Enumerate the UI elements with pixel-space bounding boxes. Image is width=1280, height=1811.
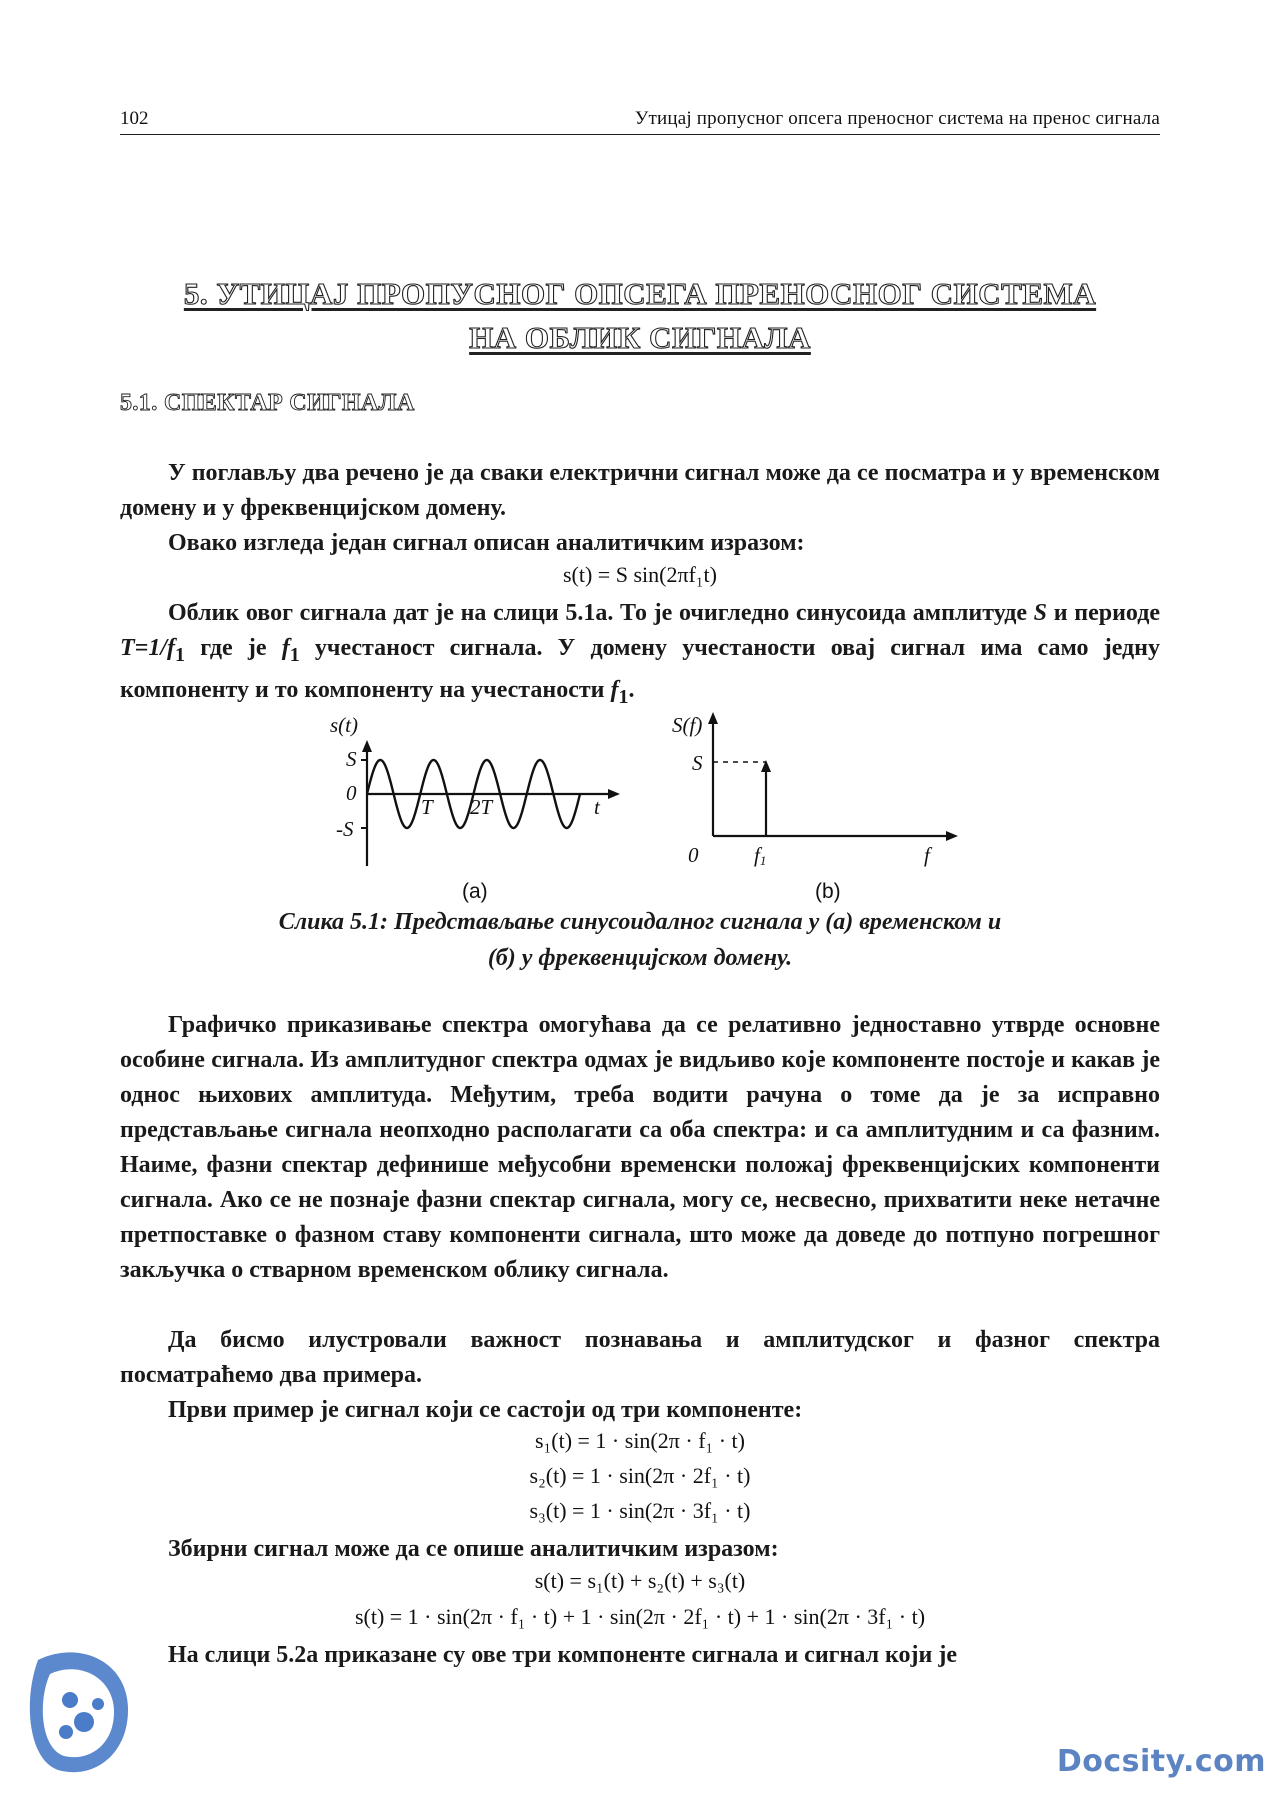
figure-caption bbox=[120, 904, 1160, 976]
running-header bbox=[120, 104, 1160, 135]
figure-caption-line1: Слика 5.1: Представљање синусоидалног сигнала у (а) временском и bbox=[278, 909, 1002, 935]
equation-sum: s(t) = s₁(t) + s₂(t) + s₃(t) bbox=[534, 1568, 746, 1593]
panel-b-y-label: S(f) bbox=[672, 713, 703, 737]
panel-b-origin: 0 bbox=[688, 843, 699, 867]
panel-b-label-S: S bbox=[692, 751, 703, 775]
panel-a-label-S: S bbox=[346, 747, 357, 771]
panel-b-x-arrow bbox=[946, 831, 958, 841]
equation-full: s(t) = 1 · sin(2π · f₁ · t) + 1 · sin(2π · 2f₁ · t) + 1 · sin(2π · 3f₁ · t) bbox=[354, 1604, 926, 1629]
panel-b-mark-f1: f1 bbox=[754, 843, 767, 868]
paragraph-2: Овако изгледа један сигнал описан аналитичким изразом: bbox=[168, 530, 805, 556]
figure-caption-line2: (б) у фреквенцијском домену. bbox=[487, 945, 793, 971]
logo-dot-4 bbox=[92, 1698, 104, 1710]
running-title: Утицај пропусног опсега преносног система на пренос сигнала bbox=[634, 108, 1160, 129]
logo-dot-2 bbox=[74, 1712, 94, 1732]
equation-1: s(t) = S sin(2πf₁t) bbox=[562, 562, 717, 587]
paragraph-8: На слици 5.2а приказане су ове три компоненте сигнала и сигнал који је bbox=[168, 1642, 958, 1668]
panel-b-sublabel: (b) bbox=[815, 880, 841, 903]
panel-a-x-label: t bbox=[594, 795, 600, 819]
panel-a-mark-2T: 2T bbox=[470, 795, 493, 819]
paragraph-3: Облик овог сигнала дат је на слици 5.1а. То је очигледно синусоида амплитуде S и периоде $T=1/f_1$ где је $f_1$ учестаност сигнала. У домену учестаности овај сигнал има само једну компоненту и то компоненту на учестаности $f_1$. bbox=[120, 600, 1161, 708]
panel-a-x-arrow bbox=[608, 789, 620, 799]
equation-s1: s₁(t) = 1 · sin(2π · f₁ · t) bbox=[535, 1428, 745, 1453]
docsity-logo-icon bbox=[18, 1640, 138, 1790]
chapter-title-line2: НА ОБЛИК СИГНАЛА bbox=[469, 320, 811, 355]
sine-wave-series bbox=[367, 760, 580, 828]
chapter-title bbox=[120, 272, 1160, 360]
paragraph-5: Да бисмо илустровали важност познавања и амплитудског и фазног спектра посматраћемо два примера. bbox=[120, 1327, 1160, 1388]
panel-a-y-arrow bbox=[362, 740, 372, 752]
paragraph-4: Графичко приказивање спектра омогућава да се релативно једноставно утврде основне особине сигнала. Из амплитудног спектра одмах је видљиво које компоненте постоје и какав је однос њихових амплитуда. Међутим, треба водити рачуна о томе да је за исправно представљање сигнала неопходно располагати са оба спектра: и са амплитудним и са фазним. Наиме, фазни спектар дефинише међусобни временски положај фреквенцијских компоненти сигнала. Ако се не познаје фазни спектар сигнала, могу се, несвесно, прихватити неке нетачне претпоставке о фазном ставу компоненти сигнала, што може да доведе до потпуно погрешног закључка о стварном временском облику сигнала. bbox=[120, 1012, 1160, 1283]
paragraph-1: У поглављу два речено је да сваки електрични сигнал може да се посматра и у временском домену и у фреквенцијском домену. bbox=[120, 460, 1160, 521]
panel-b-frequency-domain bbox=[672, 712, 958, 903]
panel-b-x-label: f bbox=[924, 843, 930, 867]
panel-a-label-negS: -S bbox=[336, 817, 354, 841]
section-title: 5.1. СПЕКТАР СИГНАЛА bbox=[120, 390, 415, 416]
logo-dot-1 bbox=[62, 1692, 78, 1708]
equation-s3: s₃(t) = 1 · sin(2π · 3f₁ · t) bbox=[529, 1498, 751, 1523]
logo-dot-3 bbox=[59, 1725, 73, 1739]
page-number: 102 bbox=[120, 108, 149, 129]
panel-a-y-label: s(t) bbox=[330, 713, 358, 737]
docsity-watermark: Docsity.com bbox=[1056, 1744, 1266, 1779]
panel-a-label-0: 0 bbox=[346, 781, 357, 805]
equation-s2: s₂(t) = 1 · sin(2π · 2f₁ · t) bbox=[529, 1463, 751, 1488]
panel-a-time-domain bbox=[330, 713, 620, 903]
paragraph-7: Збирни сигнал може да се опише аналитичким изразом: bbox=[168, 1536, 779, 1562]
paragraph-6: Први пример је сигнал који се састоји од три компоненте: bbox=[168, 1397, 803, 1423]
panel-a-sublabel: (a) bbox=[462, 880, 488, 903]
chapter-title-line1: 5. УТИЦАЈ ПРОПУСНОГ ОПСЕГА ПРЕНОСНОГ СИСТЕМА bbox=[183, 276, 1097, 311]
spectral-line-arrow bbox=[761, 760, 771, 772]
panel-a-mark-T: T bbox=[421, 795, 433, 819]
